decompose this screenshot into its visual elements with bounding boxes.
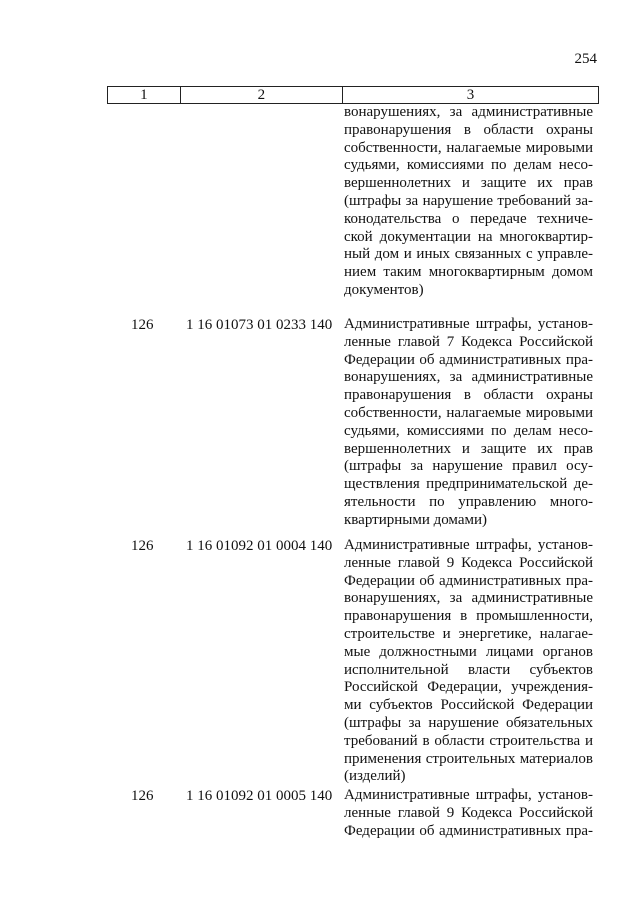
description-line: квартирными домами): [344, 511, 487, 528]
description-line: ный дом и иных связанных с управле-: [344, 246, 593, 263]
description-line: вершеннолетних и защите их прав: [344, 175, 593, 192]
description-line: правонарушения в промышленности,: [344, 608, 593, 625]
column-header-1: 1: [108, 87, 181, 104]
description-line: ятельности по управлению много-: [344, 493, 593, 510]
description-line: судьями, комиссиями по делам несо-: [344, 157, 593, 174]
description-line: Федерации об административных пра-: [344, 822, 593, 839]
column-header-row: [108, 87, 599, 104]
description-line: вонарушениях, за административные: [344, 104, 593, 120]
description-line: (штрафы за нарушение правил осу-: [344, 458, 593, 475]
row-description: [344, 787, 593, 840]
description-line: Российской Федерации, учреждения-: [344, 679, 593, 696]
description-line: правонарушения в области охраны: [344, 387, 593, 404]
description-line: (штрафы за нарушение обязательных: [344, 714, 593, 731]
description-line: вонарушениях, за административные: [344, 369, 593, 386]
row-admin-code: 126: [131, 317, 154, 333]
description-line: Административные штрафы, установ-: [344, 316, 593, 332]
column-header-3: 3: [343, 87, 599, 104]
description-line: исполнительной власти субъектов: [344, 661, 593, 678]
description-line: (штрафы за нарушение требований за-: [344, 192, 593, 209]
row-description: [344, 316, 593, 530]
description-line: применения строительных материалов: [344, 750, 593, 767]
description-line: ленные главой 9 Кодекса Российской: [344, 554, 593, 571]
description-line: строительстве и энергетике, налагае-: [344, 625, 593, 642]
description-line: ской документации на многоквартир-: [344, 228, 593, 245]
description-line: собственности, налагаемые мировыми: [344, 404, 593, 421]
description-line: судьями, комиссиями по делам несо-: [344, 422, 593, 439]
continuation-description: [344, 104, 593, 300]
description-line: Федерации об административных пра-: [344, 572, 593, 589]
row-budget-code: 1 16 01092 01 0004 140: [186, 538, 333, 554]
description-line: ленные главой 9 Кодекса Российской: [344, 804, 593, 821]
description-line: требований в области строительства и: [344, 732, 593, 749]
description-line: ленные главой 7 Кодекса Российской: [344, 333, 593, 350]
description-line: вонарушениях, за административные: [344, 590, 593, 607]
column-header-2: 2: [180, 87, 342, 104]
row-budget-code: 1 16 01073 01 0233 140: [186, 317, 333, 333]
description-line: правонарушения в области охраны: [344, 121, 593, 138]
description-line: (изделий): [344, 768, 406, 785]
row-budget-code: 1 16 01092 01 0005 140: [186, 788, 333, 804]
description-line: мые должностными лицами органов: [344, 643, 593, 660]
row-description: [344, 537, 593, 786]
description-line: ществления предпринимательской де-: [344, 476, 593, 493]
page-number: 254: [574, 51, 597, 67]
description-line: документов): [344, 281, 424, 298]
description-line: собственности, налагаемые мировыми: [344, 139, 593, 156]
description-line: Федерации об административных пра-: [344, 351, 593, 368]
row-admin-code: 126: [131, 538, 154, 554]
description-line: вершеннолетних и защите их прав: [344, 440, 593, 457]
description-line: Административные штрафы, установ-: [344, 537, 593, 553]
row-admin-code: 126: [131, 788, 154, 804]
column-header-table: [107, 86, 599, 104]
description-line: ми субъектов Российской Федерации: [344, 697, 593, 714]
description-line: конодательства о передаче техниче-: [344, 210, 593, 227]
description-line: нием таким многоквартирным домом: [344, 264, 593, 281]
description-line: Административные штрафы, установ-: [344, 787, 593, 803]
